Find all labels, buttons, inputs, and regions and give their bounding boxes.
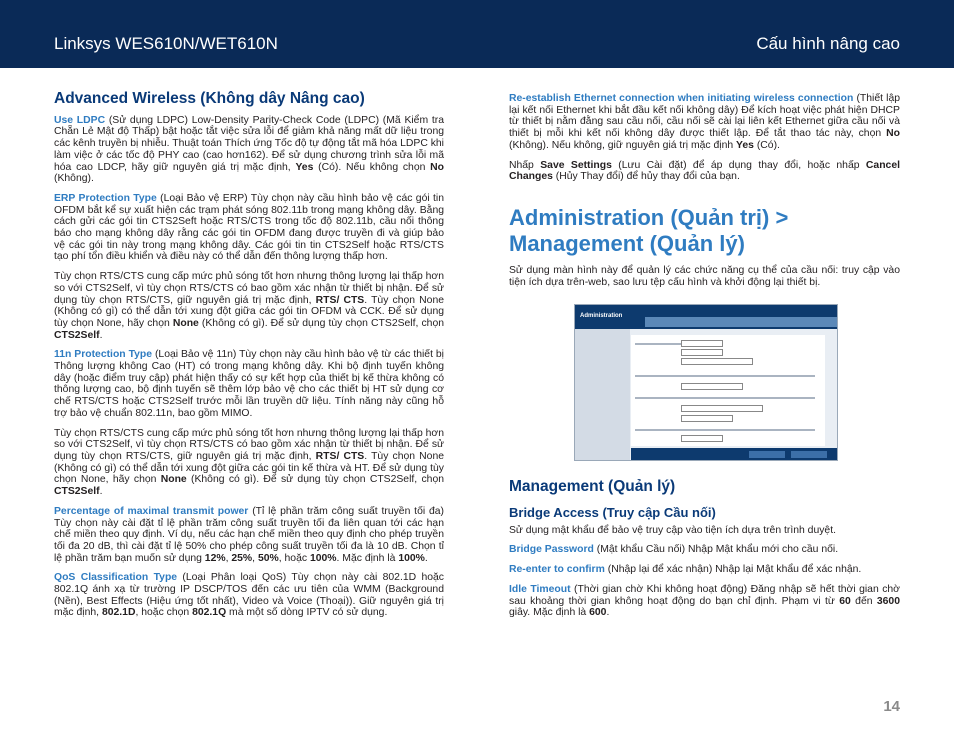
reestablish-paragraph [509,93,900,152]
screenshot-footer [631,448,837,460]
ldpc-paragraph [54,115,444,185]
text: , hoặc [278,552,310,564]
bold: None [160,474,187,486]
bridge-password-paragraph [509,544,900,556]
bold: RTS/ CTS [315,450,365,462]
bold: CTS2Self [54,486,100,498]
term: Re-enter to confirm [509,564,605,576]
form-field [681,340,723,347]
bold: 3600 [876,595,900,607]
form-line [635,429,815,431]
text: . [99,329,103,341]
text: . [424,552,428,564]
bold: 802.1D [101,607,136,619]
title-line-1: Administration (Quản trị) > [509,204,789,230]
text: (Loại Bảo vệ 11n) Tùy chọn này cầu hình bảo vệ từ các thiết bị Thông lượng không Cao (HT) có trong mạng không dây. Khi bộ định tuyến không dây (hoặc điểm truy cập) phát hiện thấy có sự kết hợp của thiết bị kế thừa không có thông lượng cao, bộ định tuyến sẽ thêm lớp bảo vệ cho các thiết bị HT sử dụng cơ chế RTS/CTS hoặc CTS2Self trước mỗi lần truyền dữ liệu. Tính năng này cũng hỗ trợ bảo vệ chuẩn 802.11n, bao gồm MIMO. [54,349,444,419]
right-column [509,93,900,627]
term: ERP Protection Type [54,192,157,204]
text: (Thời gian chờ Khi không hoạt động) Đăng nhập sẽ hết thời gian chờ sau khoảng thời gian không hoạt động do bạn chỉ định. Phạm vi từ [509,583,900,607]
term: Use LDPC [54,114,106,126]
idle-timeout-paragraph [509,584,900,619]
intro-paragraph: Sử dụng màn hình này để quản lý các chức năng cụ thể của cầu nối: truy cập vào tiện ích dựa trên-web, sao lưu tệp cấu hình và khởi động lại thiết bị. [509,264,900,288]
form-field [681,349,723,356]
bold: Yes [295,161,314,173]
text: . Tùy chọn None (Không có gì) có thể dẫn tới xung đột giữa các gói tin kế thừa và HT. Để sử dụng tùy chọn None, hãy chọn [54,450,444,486]
bold: CTS2Self [54,329,100,341]
bold: 60 [839,595,851,607]
term: Re-establish Ethernet connection when initiating wireless connection [509,93,854,104]
text: , [225,552,232,564]
advanced-wireless-heading: Advanced Wireless (Không dây Nâng cao) [54,90,365,107]
n11-options-paragraph [54,428,444,498]
screenshot-sidebar [575,329,630,460]
title-line-2: Management (Quản lý) [509,230,745,256]
management-heading: Management (Quản lý) [509,478,676,496]
term: Idle Timeout [509,583,571,595]
text: (Loại Phân loại QoS) Tùy chọn này cài 802.1D hoặc 802.1Q ánh xạ từ trường IP DSCP/TOS đến các ưu tiên của WMM (Background (Nền), Best Effects (Hiệu ứng tốt nhất), Video và Voice (Thoại)). Giữ nguyên giá trị mặc định, [54,572,444,619]
save-settings-thumb [749,451,785,458]
text: (Có). Nếu không chọn [313,161,431,173]
erp-paragraph [54,193,444,263]
form-field [681,358,753,365]
bold: 100% [398,552,425,564]
bridge-access-heading: Bridge Access (Truy cập Cầu nối) [509,505,716,521]
form-field [681,405,763,412]
bold: 25% [231,552,253,564]
text: Tùy chọn RTS/CTS cung cấp mức phủ sóng tốt hơn nhưng thông lượng lại thấp hơn so với CTS2Self, vì tùy chọn RTS/CTS có bao gồm xác nhận từ thiết bị nhận. Để sử dụng tùy chọn RTS/CTS, giữ nguyên giá trị mặc định, [54,271,444,306]
form-field [681,435,723,442]
text: (Không có gì). Để sử dụng tùy chọn CTS2Self, chọn [186,474,445,486]
section-title [509,205,900,257]
text: (Không). [54,173,94,185]
power-paragraph [54,506,444,565]
text: (Nhập lại để xác nhận) Nhập lại Mật khẩu để xác nhận. [604,564,862,576]
text: (Sử dụng LDPC) Low-Density Parity-Check Code (LDPC) (Mã Kiểm tra Chẵn Lẻ Mật độ Thấp) bật hoặc tắt việc sửa lỗi để giảm khả năng mất dữ liệu trong các kênh truyền bị nhiễu. Thuật toán Thích ứng Tốc độ tự động tắt mã hóa LDPC khi làm việc ở các tốc độ PHY cao (cao hơn162). Để sử dụng chương trình sửa lỗi mã hóa cao LDCP, hãy giữ nguyên giá trị mặc định, [54,114,444,173]
section-name: Cấu hình nâng cao [756,34,900,53]
form-field [681,415,733,422]
term: QoS Classification Type [54,572,178,584]
text: (Không có gì). Để sử dụng tùy chọn CTS2Self, chọn [198,317,445,329]
text: (Lưu Cài đặt) để áp dụng thay đổi, hoặc nhấp [611,159,866,171]
text: (Không). Nếu không, giữ nguyên giá trị mặc định [509,139,737,151]
text: . Tùy chọn None (Không có gì) có thể dẫn tới xung đột giữa các gói tin OFDM và CCK. Để sử dụng tùy chọn None, hãy chọn [54,294,444,329]
term: Bridge Password [509,544,594,556]
text: (Có). [753,139,780,151]
text: (Thiết lập lại kết nối Ethernet khi bắt đầu kết nối không dây) Để kích hoạt việc phát hiện DHCP từ thiết bị nằm đằng sau cầu nối, cầu nối sẽ cài lại liên kết Ethernet giữa cầu nối và thiết bị mỗi khi kết nối không dây được thiết lập. Để tắt thao tác này, chọn [509,93,901,140]
text: Tùy chọn RTS/CTS cung cấp mức phủ sóng tốt hơn nhưng thông lượng lại thấp hơn so với CTS2Self, vì tùy chọn RTS/CTS có bao gồm xác nhận từ thiết bị nhận. Để sử dụng tùy chọn RTS/CTS, giữ nguyên giá trị mặc định, [54,427,444,462]
bold: Save Settings [540,159,612,171]
text: mà một số dòng IPTV có sử dụng. [226,607,388,619]
bold: 50% [257,552,279,564]
text: (Hủy Thay đổi) để hủy thay đổi của bạn. [552,171,740,183]
bold: 100% [309,552,337,564]
screenshot-title: Administration [580,313,623,320]
term: Percentage of maximal transmit power [54,505,249,517]
bold: RTS/ CTS [315,294,365,306]
bold: None [172,317,199,329]
text: Nhấp [509,159,541,171]
form-line [635,397,815,399]
text: (Loại Bảo vệ ERP) Tùy chọn này cầu hình bảo vệ các gói tin OFDM bắt kể sự xuất hiện các trạm phát sóng 802.11b trong mạng không dây. Bằng cách gửi các gói tin CTS2Seft hoặc RTS/CTS trong tốc độ 802.11b, cầu nối thông báo cho mạng không dây rằng các gói tin OFDM đang được truyền đi và giúp bảo vệ các gói tin này trong mạng không dây. Các gói tin tin CTS2Self hoặc RTS/CTS tạo phí tổn điều khiển và điều này có thể dẫn đến thông lượng thấp hơn. [54,192,445,263]
text: (Tỉ lệ phần trăm công suất truyền tối đa) Tùy chọn này cài đặt tỉ lệ phần trăm công suất truyền tối đa liên quan tới các hạn chế miền theo quy định. Ví dụ, nếu các hạn chế miền theo quy định cho phép truyền tối đa 20 dB, thì cài đặt tỉ lệ 50% cho phép công suất truyền tối đa là 10 dB. Chọn tỉ lệ phần trăm bạn muốn sử dụng [54,505,445,564]
left-column [54,90,445,627]
text: . [606,607,610,619]
product-name: Linksys WES610N/WET610N [54,34,278,53]
bold: 12% [204,552,226,564]
screenshot-tabs [645,317,837,327]
text: , [252,552,258,564]
reenter-paragraph [509,564,900,576]
bold: 600 [589,607,607,619]
page-header [0,0,954,68]
text: giây. Mặc định là [509,607,590,619]
bold: No [430,161,444,173]
text: đến [850,595,877,607]
bold: Yes [736,139,754,151]
erp-options-paragraph [54,271,444,341]
management-screenshot [574,304,838,461]
n11-paragraph [54,349,444,419]
bold: 802.1Q [192,607,227,619]
term: 11n Protection Type [54,349,153,361]
screenshot-form [631,335,825,446]
text: (Mật khẩu Cầu nối) Nhập Mật khẩu mới cho cầu nối. [593,544,839,556]
text: . Mặc định là [336,552,399,564]
page-number: 14 [883,698,900,715]
bridge-access-paragraph: Sử dụng mật khẩu để bảo vệ truy cập vào tiện ích dựa trên trình duyệt. [509,524,836,536]
text: . [99,486,103,498]
cancel-changes-thumb [791,451,827,458]
form-line [635,375,815,377]
qos-paragraph [54,572,444,619]
form-field [681,383,743,390]
save-paragraph [509,160,900,183]
bold: No [886,128,900,140]
text: , hoặc chọn [135,607,193,619]
bold: Cancel Changes [509,159,900,183]
